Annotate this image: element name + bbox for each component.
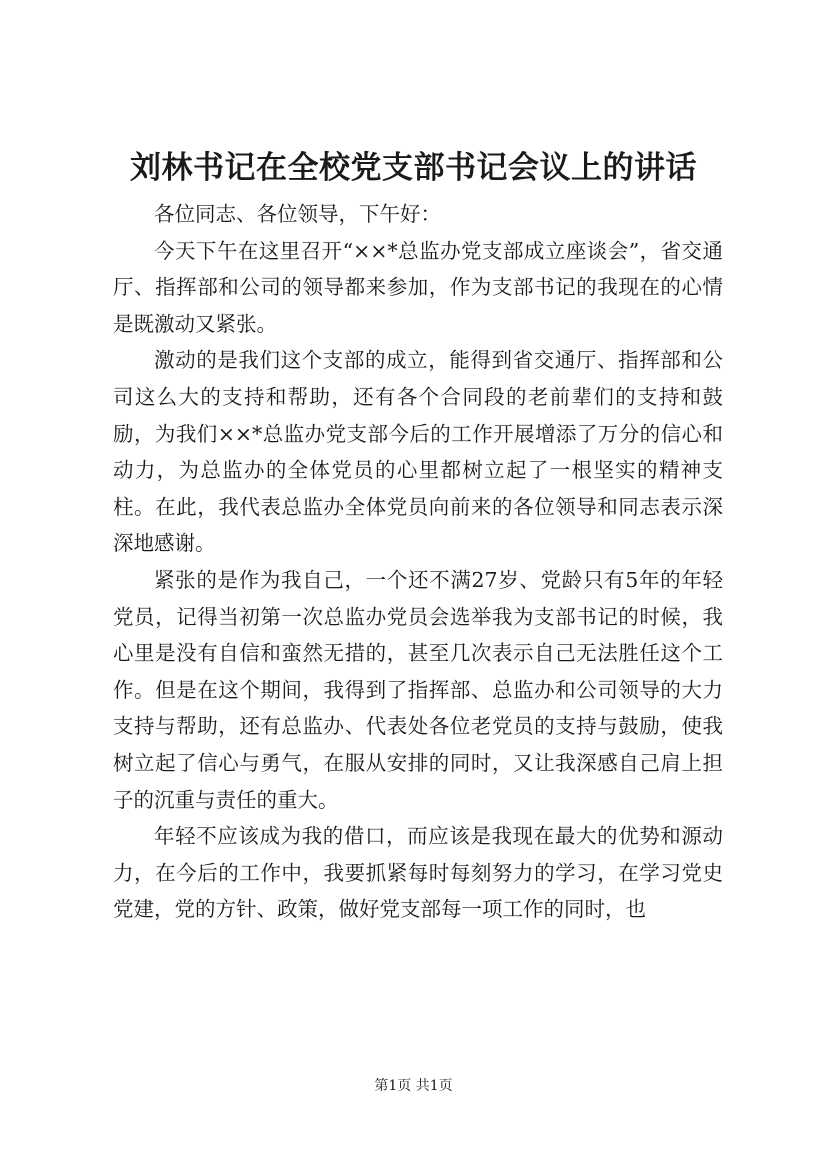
document-body — [113, 196, 723, 928]
paragraph-greeting: 各位同志、各位领导，下午好： — [154, 202, 441, 226]
page-footer: 第1页 共1页 — [374, 1078, 453, 1094]
paragraph-intro: 今天下午在这里召开“××*总监办党支部成立座谈会”，省交通厅、指挥部和公司的领导都来参加，作为支部书记的我现在的心情是既激动又紧张。 — [113, 238, 723, 336]
paragraph-excitement: 激动的是我们这个支部的成立，能得到省交通厅、指挥部和公司这么大的支持和帮助，还有各个合同段的老前辈们的支持和鼓励，为我们××*总监办党支部今后的工作开展增添了万分的信心和动力，为总监办的全体党员的心里都树立起了一根坚实的精神支柱。在此，我代表总监办全体党员向前来的各位领导和同志表示深深地感谢。 — [113, 348, 723, 556]
paragraph-youth: 年轻不应该成为我的借口，而应该是我现在最大的优势和源动力，在今后的工作中，我要抓紧每时每刻努力的学习，在学习党史党建，党的方针、政策，做好党支部每一项工作的同时，也 — [113, 824, 723, 922]
document-title: 刘林书记在全校党支部书记会议上的讲话 — [130, 150, 697, 186]
paragraph-nervousness: 紧张的是作为我自己，一个还不满27岁、党龄只有5年的年轻党员，记得当初第一次总监办党员会选举我为支部书记的时候，我心里是没有自信和蛮然无措的，甚至几次表示自己无法胜任这个工作。但是在这个期间，我得到了指挥部、总监办和公司领导的大力支持与帮助，还有总监办、代表处各位老党员的支持与鼓励，使我树立起了信心与勇气，在服从安排的同时，又让我深感自己肩上担子的沉重与责任的重大。 — [113, 567, 723, 812]
